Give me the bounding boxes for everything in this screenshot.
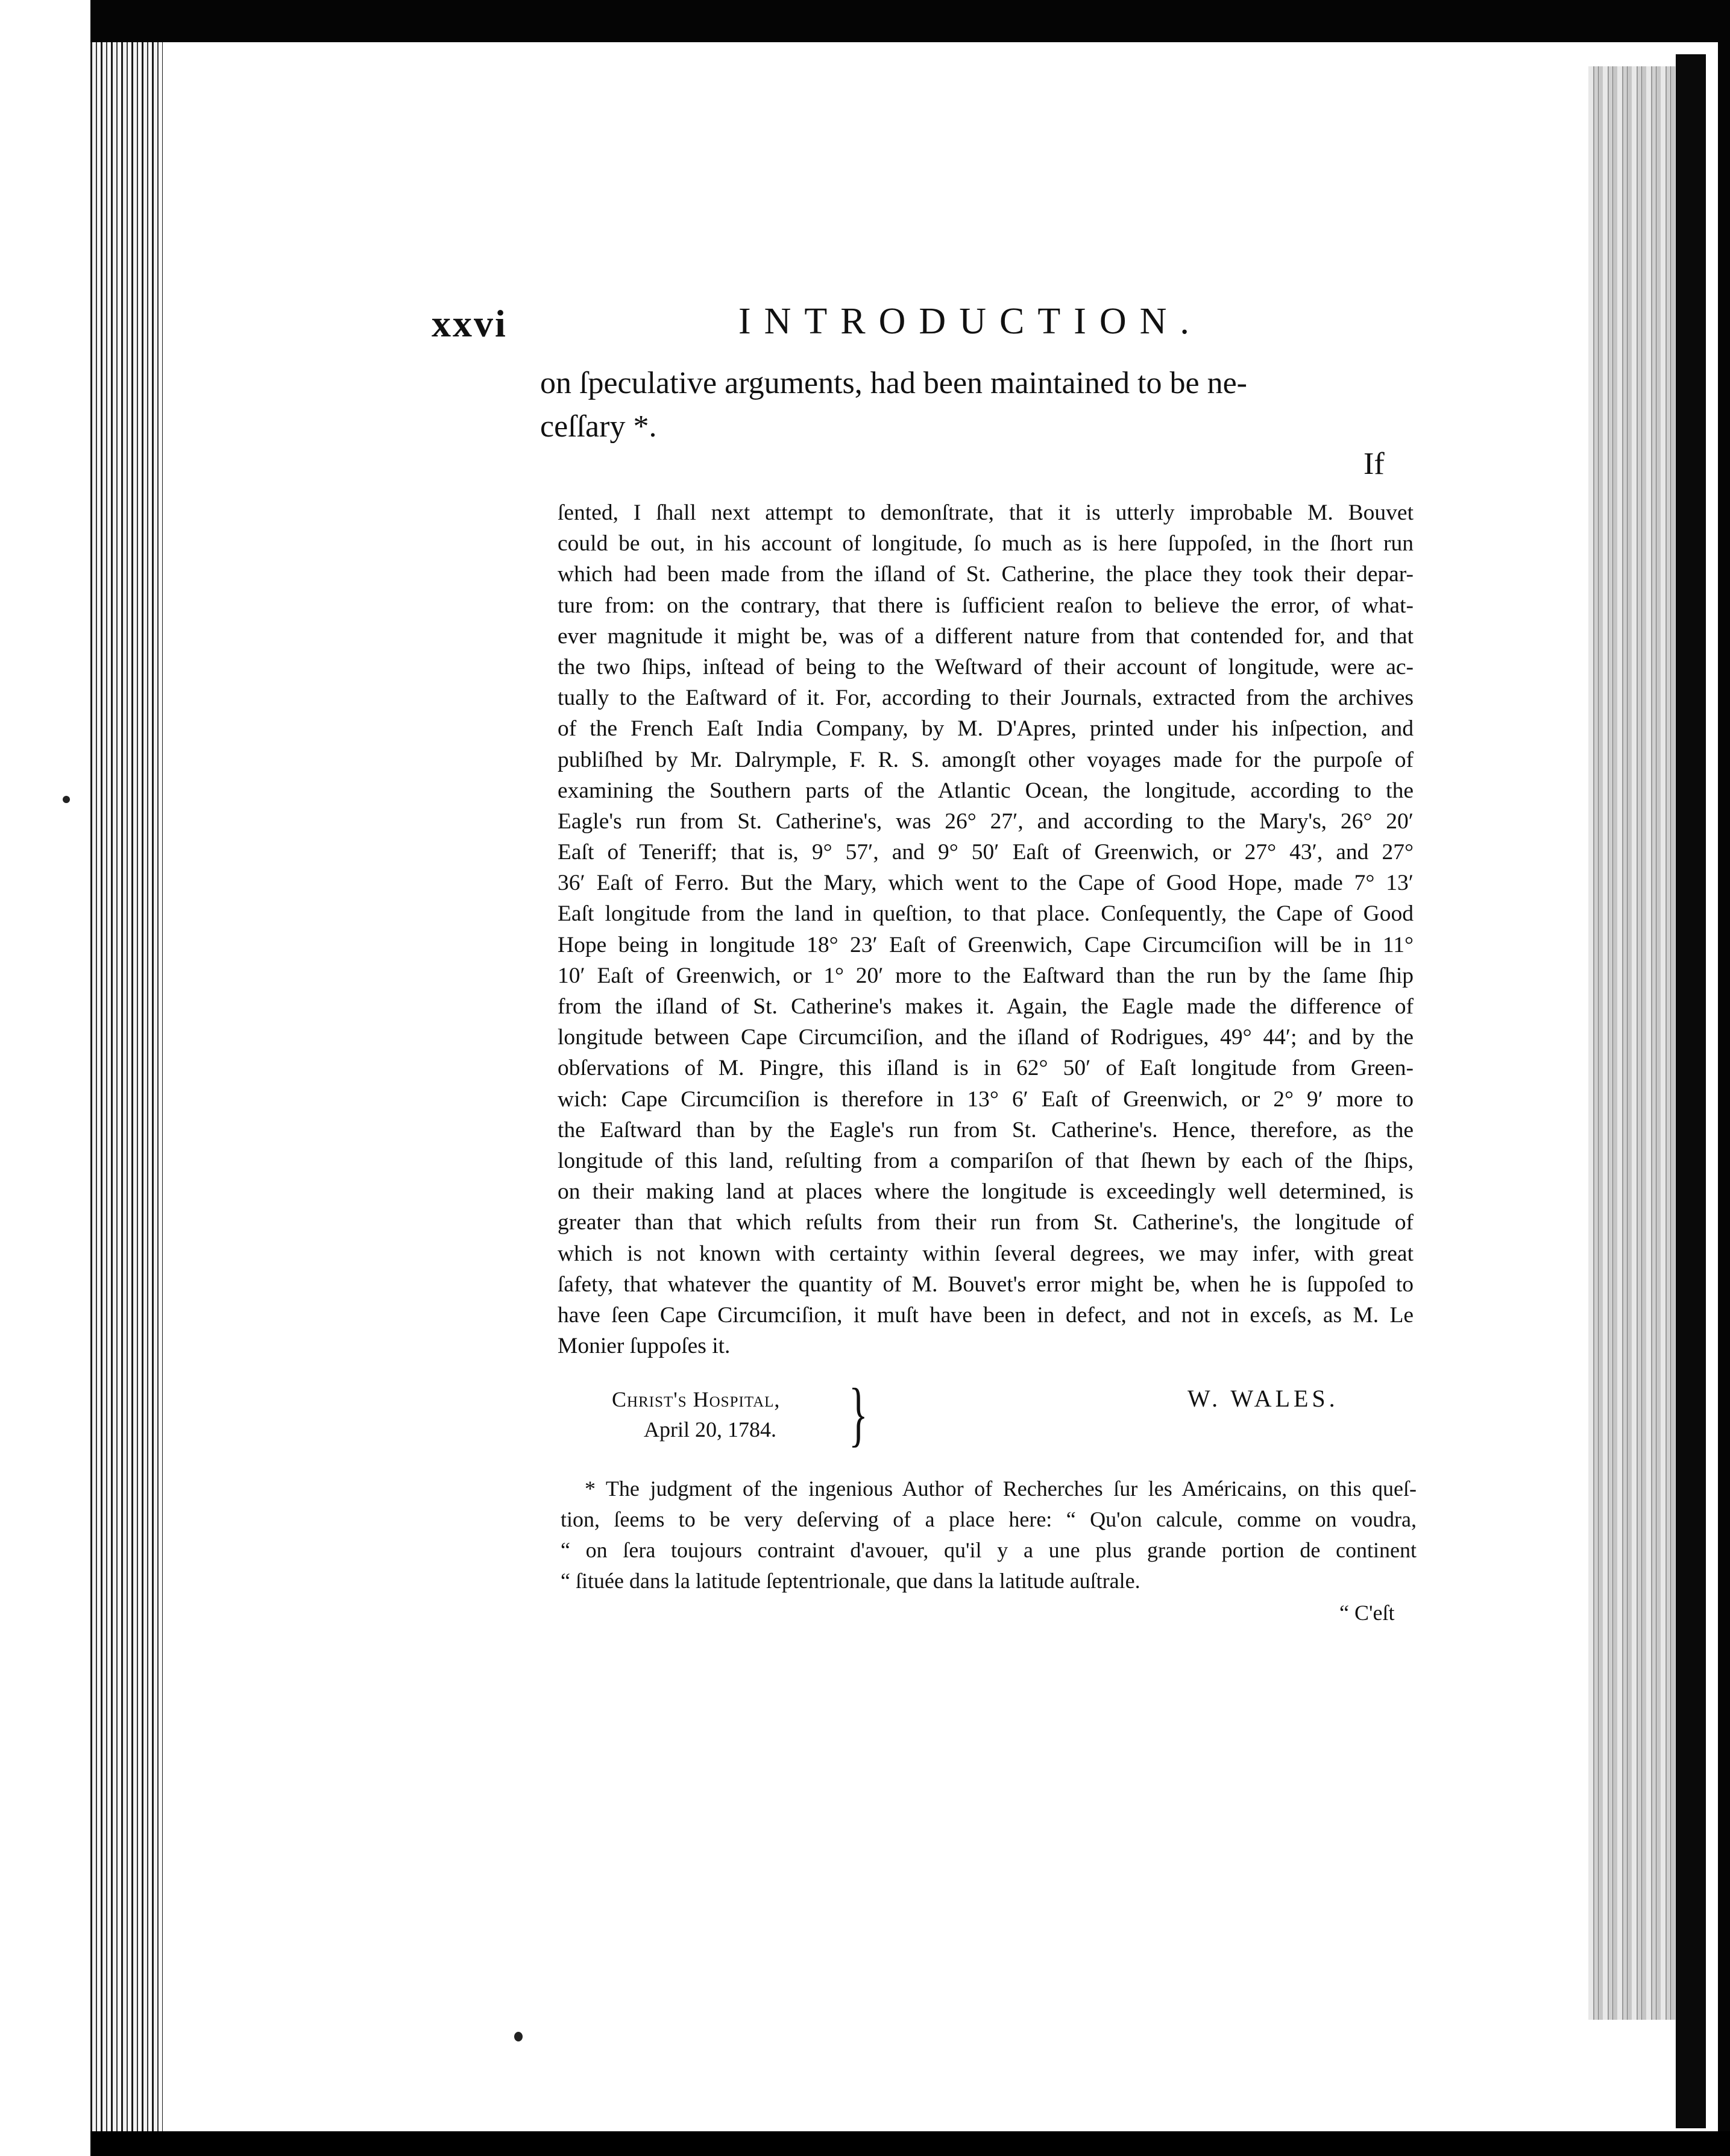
catchword-bottom: “ C'eſt [1339,1601,1395,1625]
running-head: INTRODUCTION. [738,301,1203,342]
author-signature: W. WALES. [1187,1385,1339,1412]
body-line: Hope being in longitude 18° 23′ Eaſt of Greenwich, Cape Circumciſion will be in 11° [558,932,1414,957]
opening-paragraph [540,362,1408,449]
body-line: the Eaſtward than by the Eagle's run from St. Catherine's. Hence, therefore, as the [558,1117,1414,1143]
body-line: ture from: on the contrary, that there is ſufficient reaſon to believe the error, of what- [558,593,1414,618]
body-line: of the French Eaſt India Company, by M. D'Apres, printed under his inſpection, and [558,716,1414,742]
body-line: 10′ Eaſt of Greenwich, or 1° 20′ more to the Eaſtward than the run by the ſame ſhip [558,963,1414,988]
body-line: Monier ſuppoſes it. [558,1334,731,1359]
page-edge-right [1588,66,1676,2020]
opening-line: ceſſary *. [540,409,657,444]
footnote-line: “ on ſera toujours contraint d'avouer, qu'il y a une plus grande portion de continent [561,1538,1417,1562]
body-line: obſervations of M. Pingre, this iſland is in 62° 50′ of Eaſt longitude from Green- [558,1056,1414,1081]
body-line: ſented, I ſhall next attempt to demonſtrate, that it is utterly improbable M. Bouvet [558,500,1414,525]
body-line: ever magnitude it might be, was of a different nature from that contended for, and that [558,623,1414,649]
body-line: examining the Southern parts of the Atlantic Ocean, the longitude, according to the [558,778,1414,803]
body-line: Eaſt longitude from the land in queſtion, to that place. Conſequently, the Cape of Good [558,901,1414,927]
page-edge-left [90,42,163,2131]
body-line: have ſeen Cape Circumciſion, it muſt have been in defect, and not in exceſs, as M. Le [558,1302,1414,1328]
body-line: could be out, in his account of longitude, ſo much as is here ſuppoſed, in the ſhort run [558,531,1414,556]
body-line: Eagle's run from St. Catherine's, was 26° 27′, and according to the Mary's, 26° 20′ [558,808,1414,834]
body-line: publiſhed by Mr. Dalrymple, F. R. S. amongſt other voyages made for the purpoſe of [558,747,1414,772]
bottom-shadow [90,2131,1730,2156]
folio: xxvi [432,302,508,345]
body-line: longitude of this land, reſulting from a compariſon of that ſhewn by each of the ſhips, [558,1148,1414,1173]
signature-date: April 20, 1784. [644,1417,776,1442]
body-line: 36′ Eaſt of Ferro. But the Mary, which went to the Cape of Good Hope, made 7° 13′ [558,871,1414,896]
body-line: tually to the Eaſtward of it. For, according to their Journals, extracted from the archives [558,686,1414,711]
body-line: ſafety, that whatever the quantity of M. Bouvet's error might be, when he is ſuppoſed to [558,1272,1414,1297]
signature-place: Christ's Hospital, [612,1387,781,1411]
footnote-line: “ ſituée dans la latitude ſeptentrionale, que dans la latitude auſtrale. [561,1569,1140,1593]
body-line: greater than that which reſults from their run from St. Catherine's, the longitude of [558,1210,1414,1235]
footnote-line: tion, ſeems to be very deſerving of a place here: “ Qu'on calcule, comme on voudra, [561,1507,1417,1531]
body-line: wich: Cape Circumciſion is therefore in 13° 6′ Eaſt of Greenwich, or 2° 9′ more to [558,1086,1414,1112]
body-line: Eaſt of Teneriff; that is, 9° 57′, and 9° 50′ Eaſt of Greenwich, or 27° 43′, and 27° [558,840,1414,865]
body-line: the two ſhips, inſtead of being to the Weſtward of their account of longitude, were ac- [558,654,1414,679]
body-line: which is not known with certainty within ſeveral degrees, we may infer, with great [558,1241,1414,1266]
scan-speck [514,2032,523,2041]
opening-line: on ſpeculative arguments, had been maintained to be ne- [540,366,1247,400]
body-line: on their making land at places where the longitude is exceedingly well determined, is [558,1179,1414,1205]
footnote-line: * The judgment of the ingenious Author of Recherches ſur les Américains, on this queſ- [585,1477,1417,1501]
binding-shadow [1676,54,1706,2128]
body-line: from the iſland of St. Catherine's makes it. Again, the Eagle made the difference of [558,994,1414,1019]
body-line: longitude between Cape Circumciſion, and the iſland of Rodrigues, 49° 44′; and by the [558,1025,1414,1050]
body-line: which had been made from the iſland of St. Catherine, the place they took their depar- [558,562,1414,587]
footnote [561,1474,1417,1597]
brace: } [848,1373,868,1454]
scan-speck [63,796,70,803]
left-margin [0,0,90,2156]
catchword-top: If [1364,447,1385,481]
body-text [558,497,1414,1361]
